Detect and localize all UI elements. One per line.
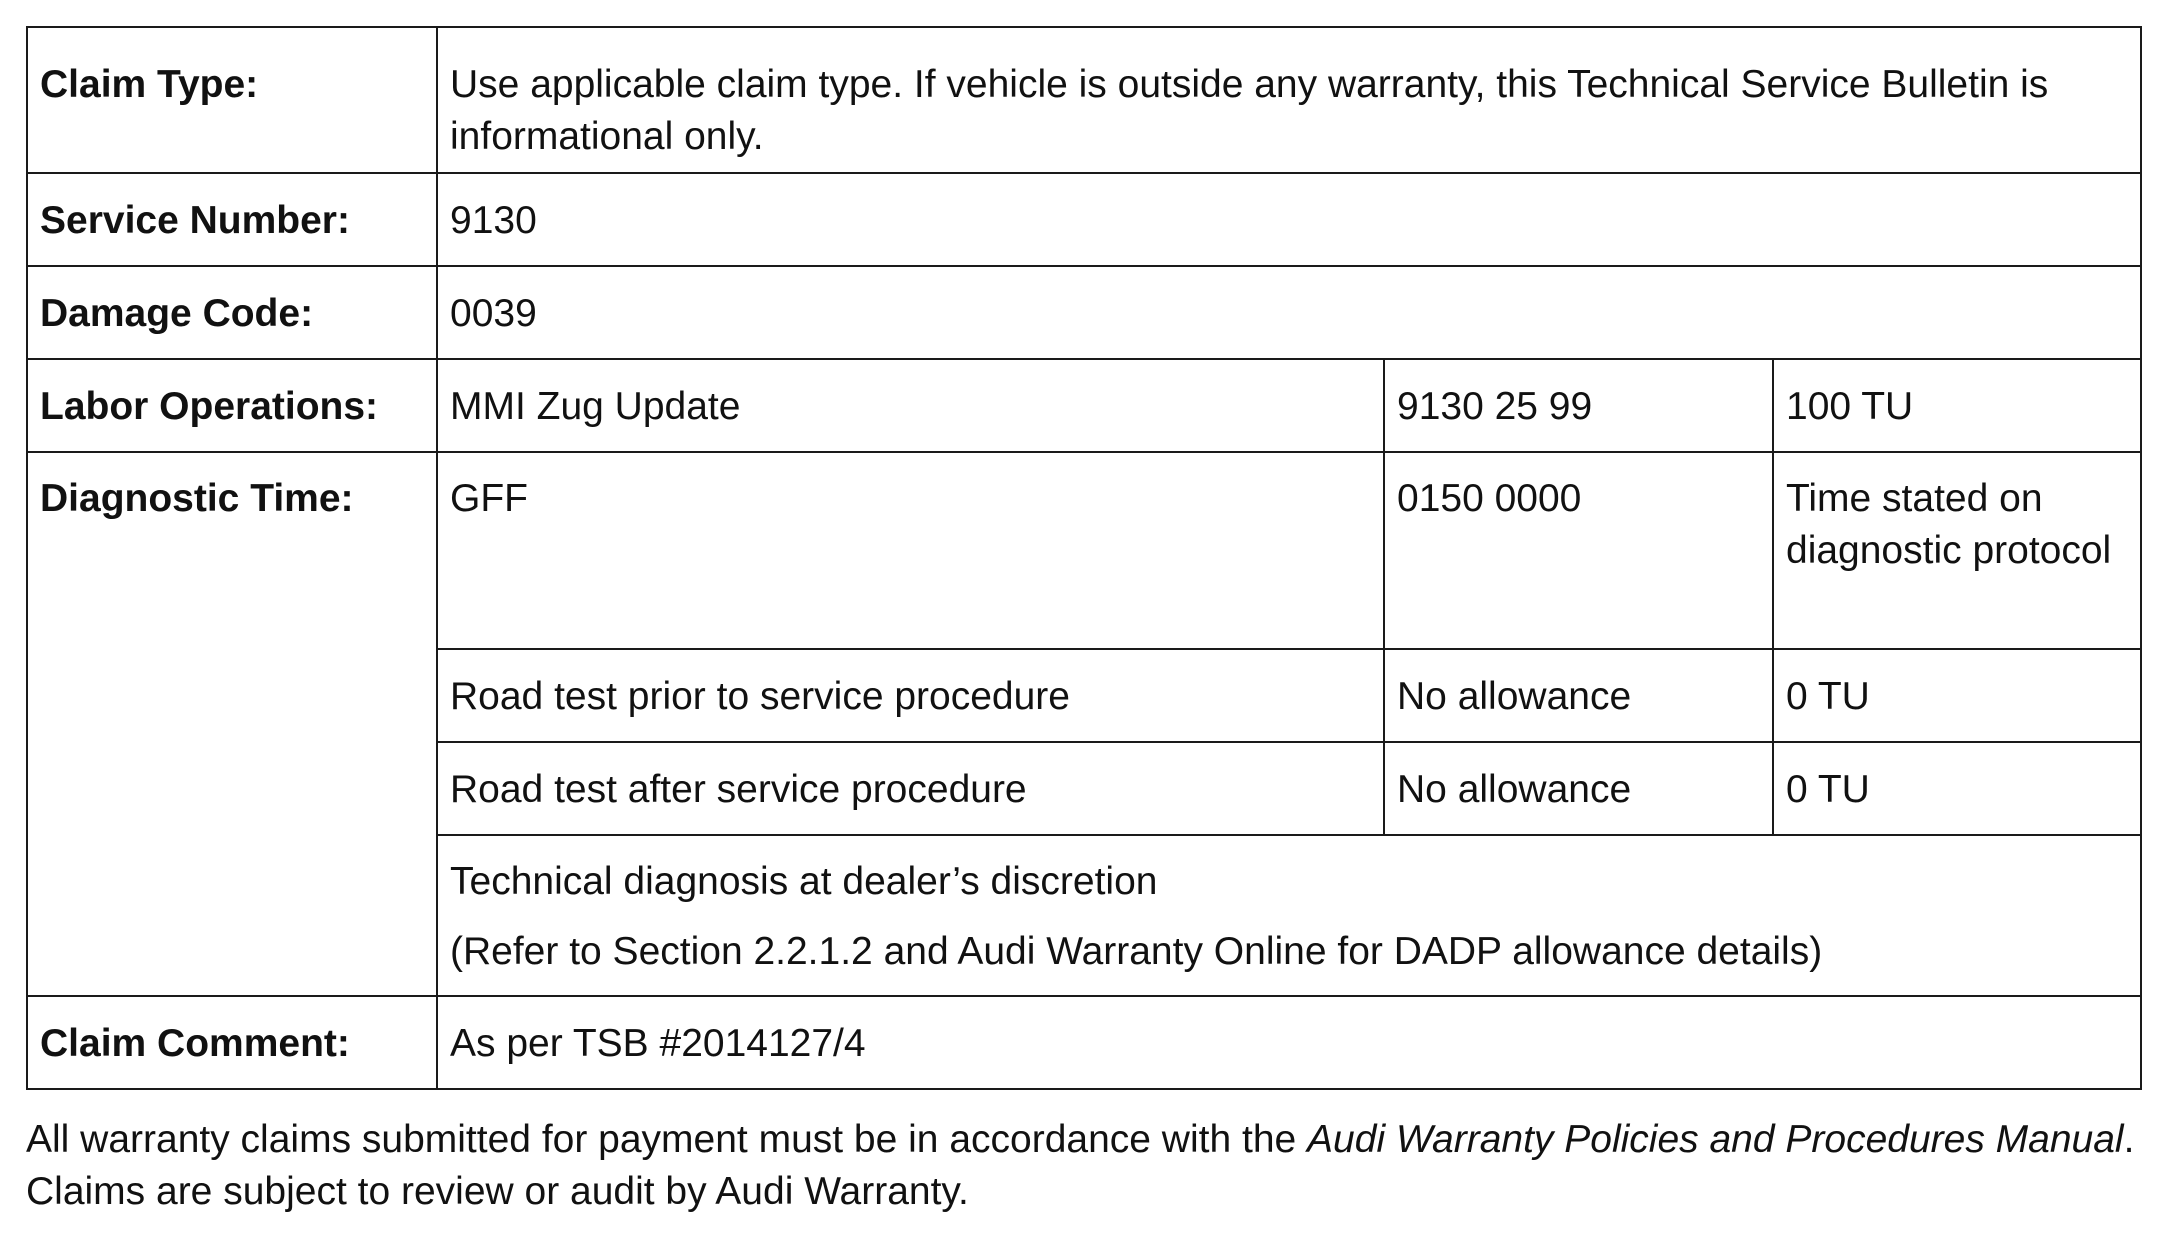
dadp-discretion-text: Technical diagnosis at dealer’s discretion: [450, 860, 1158, 903]
diagnostic-time: 0 TU: [1773, 742, 2141, 835]
dadp-reference-text: (Refer to Section 2.2.1.2 and Audi Warranty Online for DADP allowance details): [450, 930, 1823, 973]
labor-operation-code: 9130 25 99: [1384, 359, 1773, 452]
diagnostic-time: Time stated on diagnostic protocol: [1773, 452, 2141, 649]
warranty-info-sheet: [26, 26, 2140, 1257]
claim-comment-row: [27, 996, 2141, 1089]
diagnostic-code: No allowance: [1384, 742, 1773, 835]
warranty-claim-table: [26, 26, 2142, 1090]
service-number-value: 9130: [437, 173, 2141, 266]
claim-type-label: Claim Type:: [27, 27, 437, 173]
diagnostic-time-label: Diagnostic Time:: [27, 452, 437, 996]
claim-type-value: Use applicable claim type. If vehicle is outside any warranty, this Technical Service Bulletin is informational only.: [437, 27, 2141, 173]
labor-operations-label: Labor Operations:: [27, 359, 437, 452]
warranty-footer-note: [26, 1114, 2140, 1218]
service-number-label: Service Number:: [27, 173, 437, 266]
diagnostic-time: 0 TU: [1773, 649, 2141, 742]
diagnostic-row-gff: [27, 452, 2141, 649]
footer-text-after: . Claims are subject to review or audit by Audi Warranty.: [26, 1118, 2135, 1213]
diagnostic-description: Road test after service procedure: [437, 742, 1384, 835]
diagnostic-description: Road test prior to service procedure: [437, 649, 1384, 742]
damage-code-row: [27, 266, 2141, 359]
damage-code-value: 0039: [437, 266, 2141, 359]
warranty-manual-title: Audi Warranty Policies and Procedures Manual: [1307, 1118, 2124, 1161]
service-number-row: [27, 173, 2141, 266]
diagnostic-code: No allowance: [1384, 649, 1773, 742]
claim-type-row: [27, 27, 2141, 173]
footer-text-before: All warranty claims submitted for payment must be in accordance with the: [26, 1118, 1308, 1161]
labor-operations-row: [27, 359, 2141, 452]
diagnostic-code: 0150 0000: [1384, 452, 1773, 649]
claim-comment-label: Claim Comment:: [27, 996, 437, 1089]
diagnostic-description: GFF: [437, 452, 1384, 649]
labor-operation-time: 100 TU: [1773, 359, 2141, 452]
labor-operation-description: MMI Zug Update: [437, 359, 1384, 452]
claim-comment-value: As per TSB #2014127/4: [437, 996, 2141, 1089]
dadp-note-cell: [437, 835, 2141, 996]
damage-code-label: Damage Code:: [27, 266, 437, 359]
